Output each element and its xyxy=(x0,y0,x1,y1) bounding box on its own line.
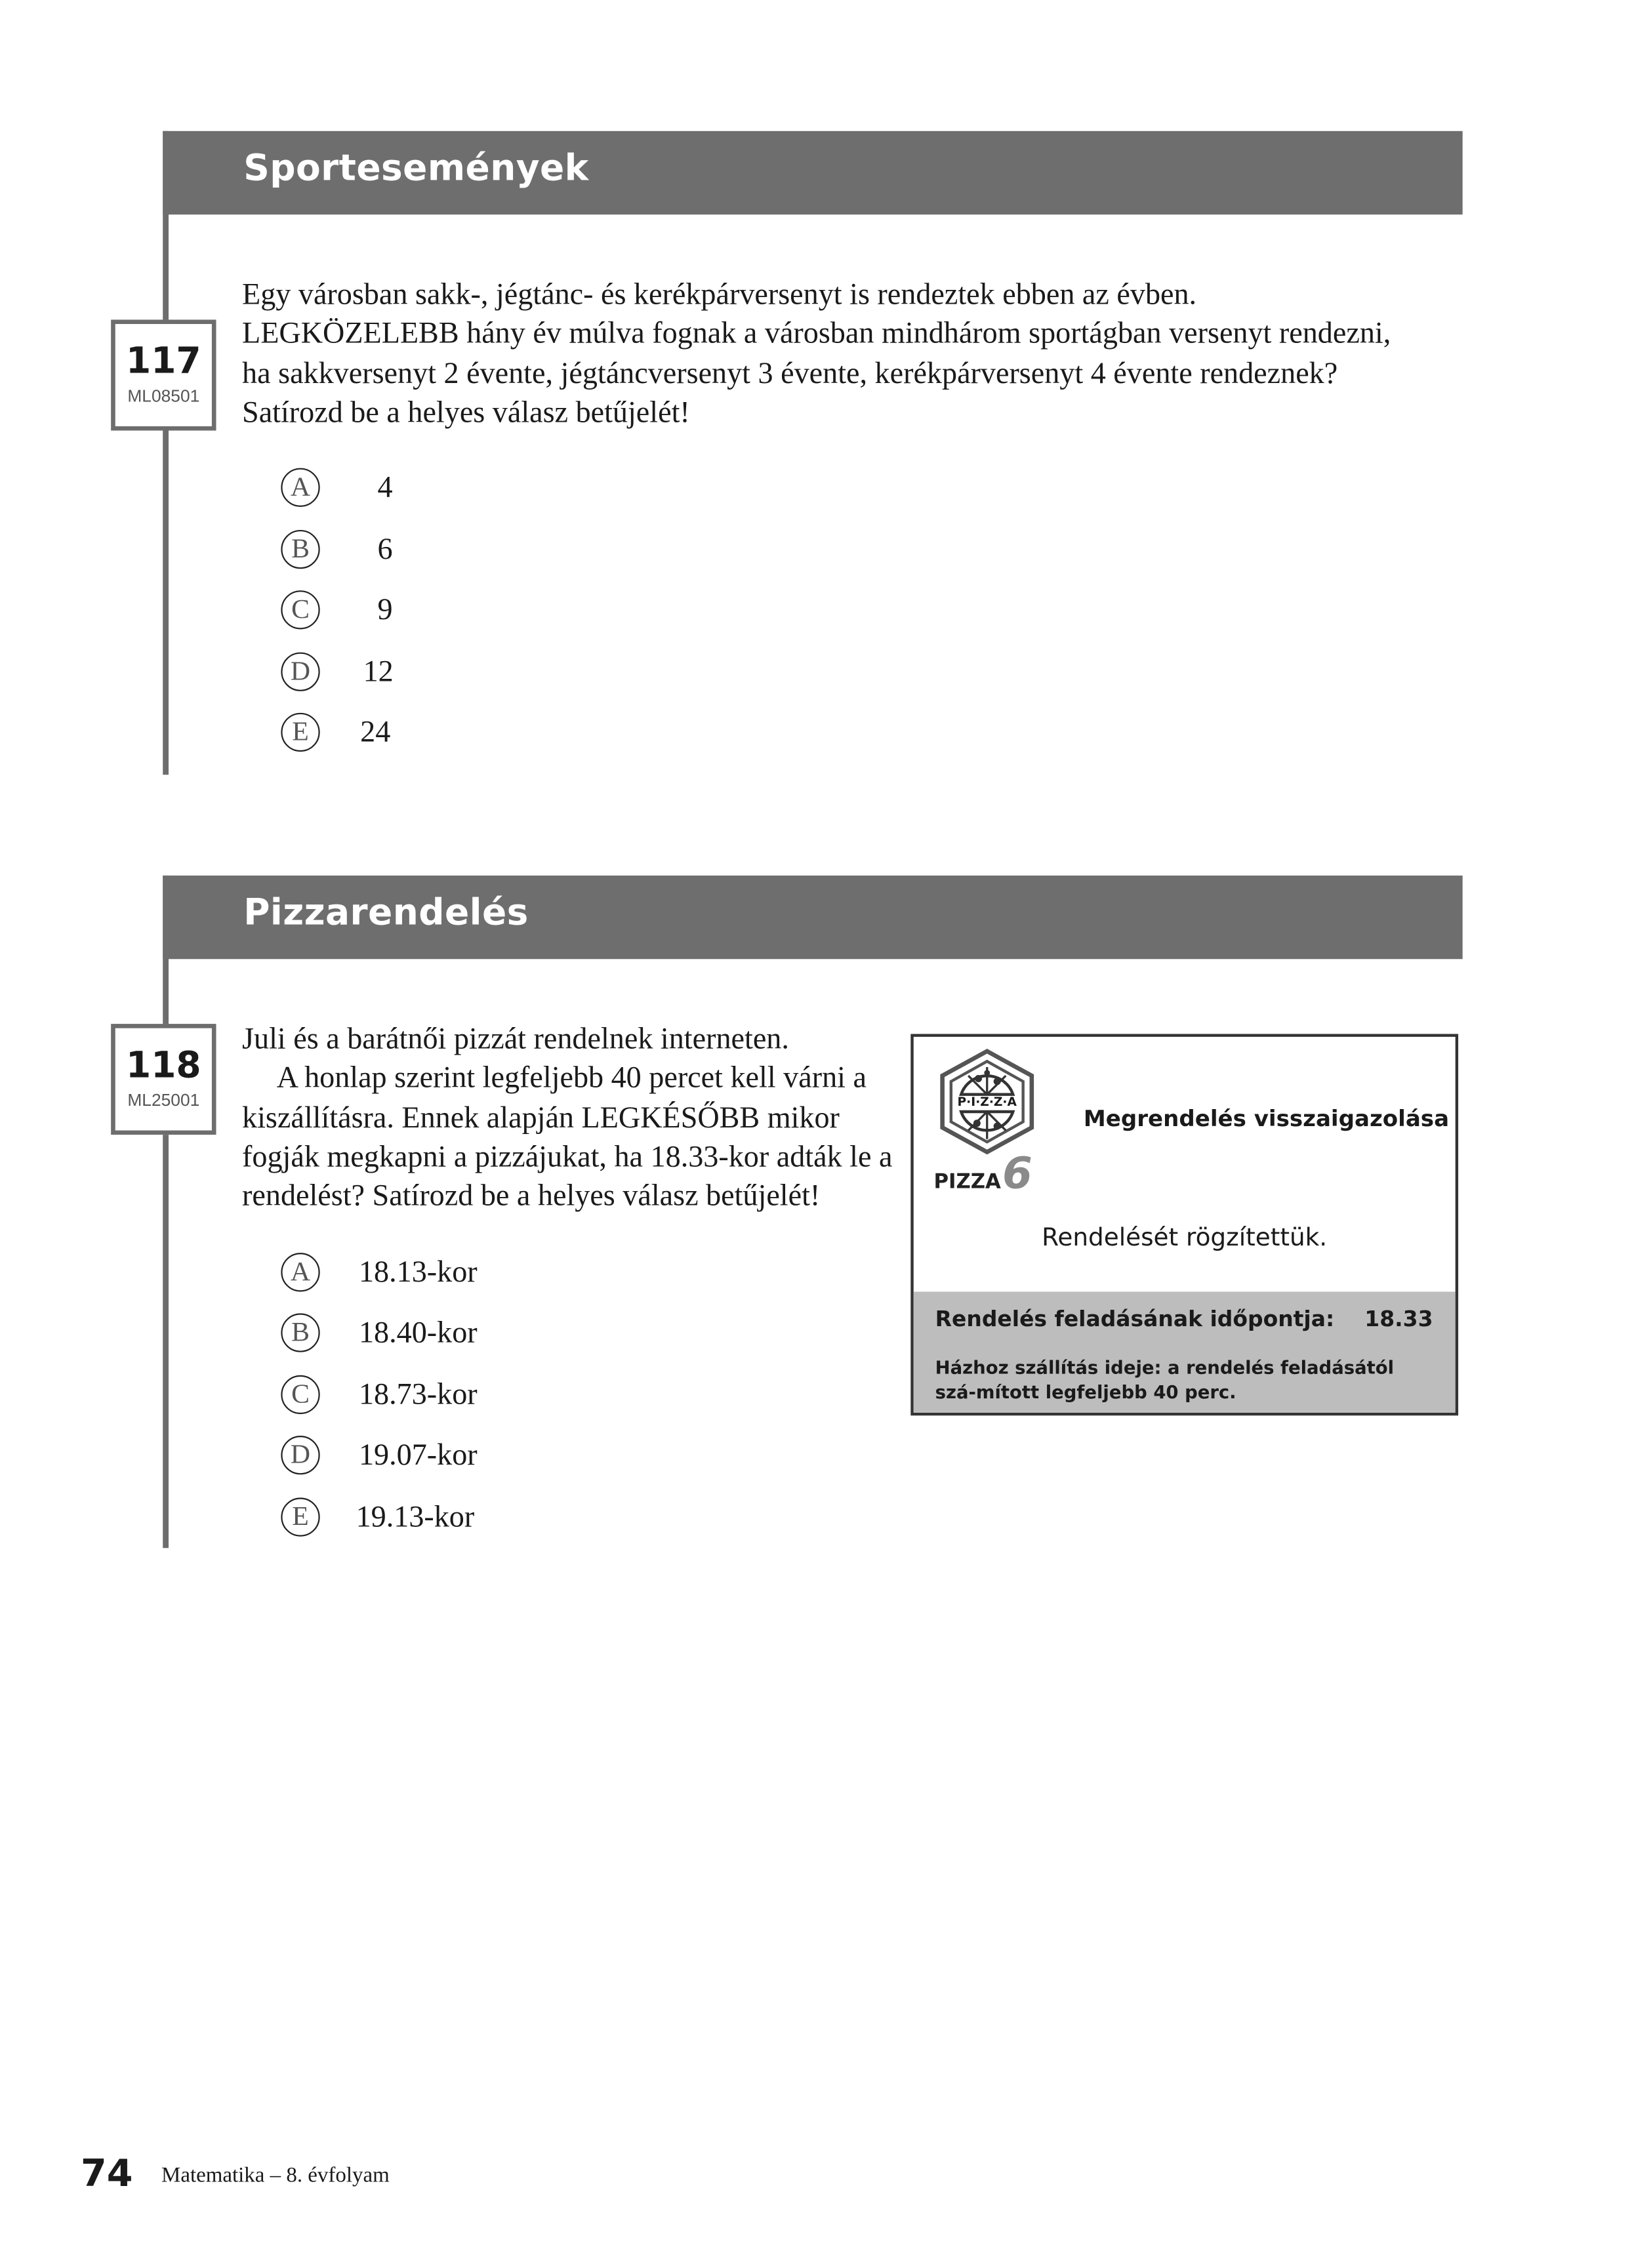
confirmation-title: Megrendelés visszaigazolása xyxy=(1083,1106,1450,1132)
question-paragraph: Juli és a barátnői pizzát rendelnek interneten. xyxy=(242,1021,789,1056)
order-confirmation-box xyxy=(910,1034,1458,1415)
brand-number: 6 xyxy=(1002,1149,1032,1200)
order-time-value: 18.33 xyxy=(1364,1306,1433,1332)
pizza-logo-icon xyxy=(933,1048,1040,1154)
question-paragraph: A honlap szerint legfeljebb 40 percet kell várni a kiszállításra. Ennek alapján LEGKÉSŐBB mikor fogják megkapni a pizzájukat, ha 18.33-kor adták le a rendelést? Satírozd be a helyes válasz betűjelét! xyxy=(242,1060,893,1213)
option-value: 9 xyxy=(377,592,393,627)
option-value: 18.73-kor xyxy=(358,1376,478,1411)
page-number: 74 xyxy=(81,2153,133,2197)
option-value: 19.13-kor xyxy=(356,1499,475,1534)
option-letter-circle[interactable]: A xyxy=(281,468,319,507)
question-paragraph: Egy városban sakk-, jégtánc- és kerékpárversenyt is rendeztek ebben az évben. LEGKÖZELEBB hány év múlva fognak a városban mindhárom sportágban versenyt rendezni, ha sakkversenyt 2 évente, jégtáncversenyt 3 évente, kerékpárversenyt 4 évente rendeznek? Satírozd be a helyes válasz betűjelét! xyxy=(242,276,1391,430)
option-value: 12 xyxy=(363,653,394,689)
delivery-note: Házhoz szállítás ideje: a rendelés feladásától szá-mított legfeljebb 40 perc. xyxy=(935,1356,1395,1403)
option-letter-circle[interactable]: C xyxy=(281,590,319,629)
section-title: Sportesemények xyxy=(243,146,589,189)
option-value: 24 xyxy=(360,714,391,749)
question-number: 117 xyxy=(126,340,201,382)
order-details-panel xyxy=(914,1291,1456,1412)
section-header-118 xyxy=(163,876,1462,959)
question-text xyxy=(242,275,1395,432)
section-header-117 xyxy=(163,131,1462,214)
option-value: 18.40-kor xyxy=(358,1314,478,1350)
question-number: 118 xyxy=(126,1043,201,1086)
option-letter-circle[interactable]: B xyxy=(281,530,319,569)
section-117-rule xyxy=(163,131,169,775)
option-letter-circle[interactable]: A xyxy=(281,1253,319,1291)
option-letter-circle[interactable]: B xyxy=(281,1313,319,1352)
question-code: ML25001 xyxy=(127,1090,200,1110)
option-letter-circle[interactable]: D xyxy=(281,653,319,691)
footer-subject: Matematika – 8. évfolyam xyxy=(161,2164,390,2188)
option-value: 18.13-kor xyxy=(358,1254,478,1289)
option-letter-circle[interactable]: C xyxy=(281,1375,319,1414)
question-number-box xyxy=(111,1024,216,1135)
option-value: 6 xyxy=(377,531,393,566)
brand-name: PIZZA xyxy=(933,1171,1001,1194)
question-text xyxy=(242,1019,905,1216)
pizza-brand xyxy=(933,1149,1032,1200)
section-118-rule xyxy=(163,876,169,1548)
option-letter-circle[interactable]: E xyxy=(281,713,319,752)
option-letter-circle[interactable]: E xyxy=(281,1497,319,1536)
confirmation-message: Rendelését rögzítettük. xyxy=(1042,1224,1328,1253)
option-value: 19.07-kor xyxy=(358,1437,478,1472)
question-code: ML08501 xyxy=(127,386,200,407)
option-letter-circle[interactable]: D xyxy=(281,1436,319,1474)
option-value: 4 xyxy=(377,469,393,504)
order-time-label: Rendelés feladásának időpontja: xyxy=(935,1306,1335,1332)
question-number-box xyxy=(111,319,216,430)
pizza-logo-text: P·I·Z·Z·A xyxy=(957,1095,1017,1110)
section-title: Pizzarendelés xyxy=(243,891,529,933)
